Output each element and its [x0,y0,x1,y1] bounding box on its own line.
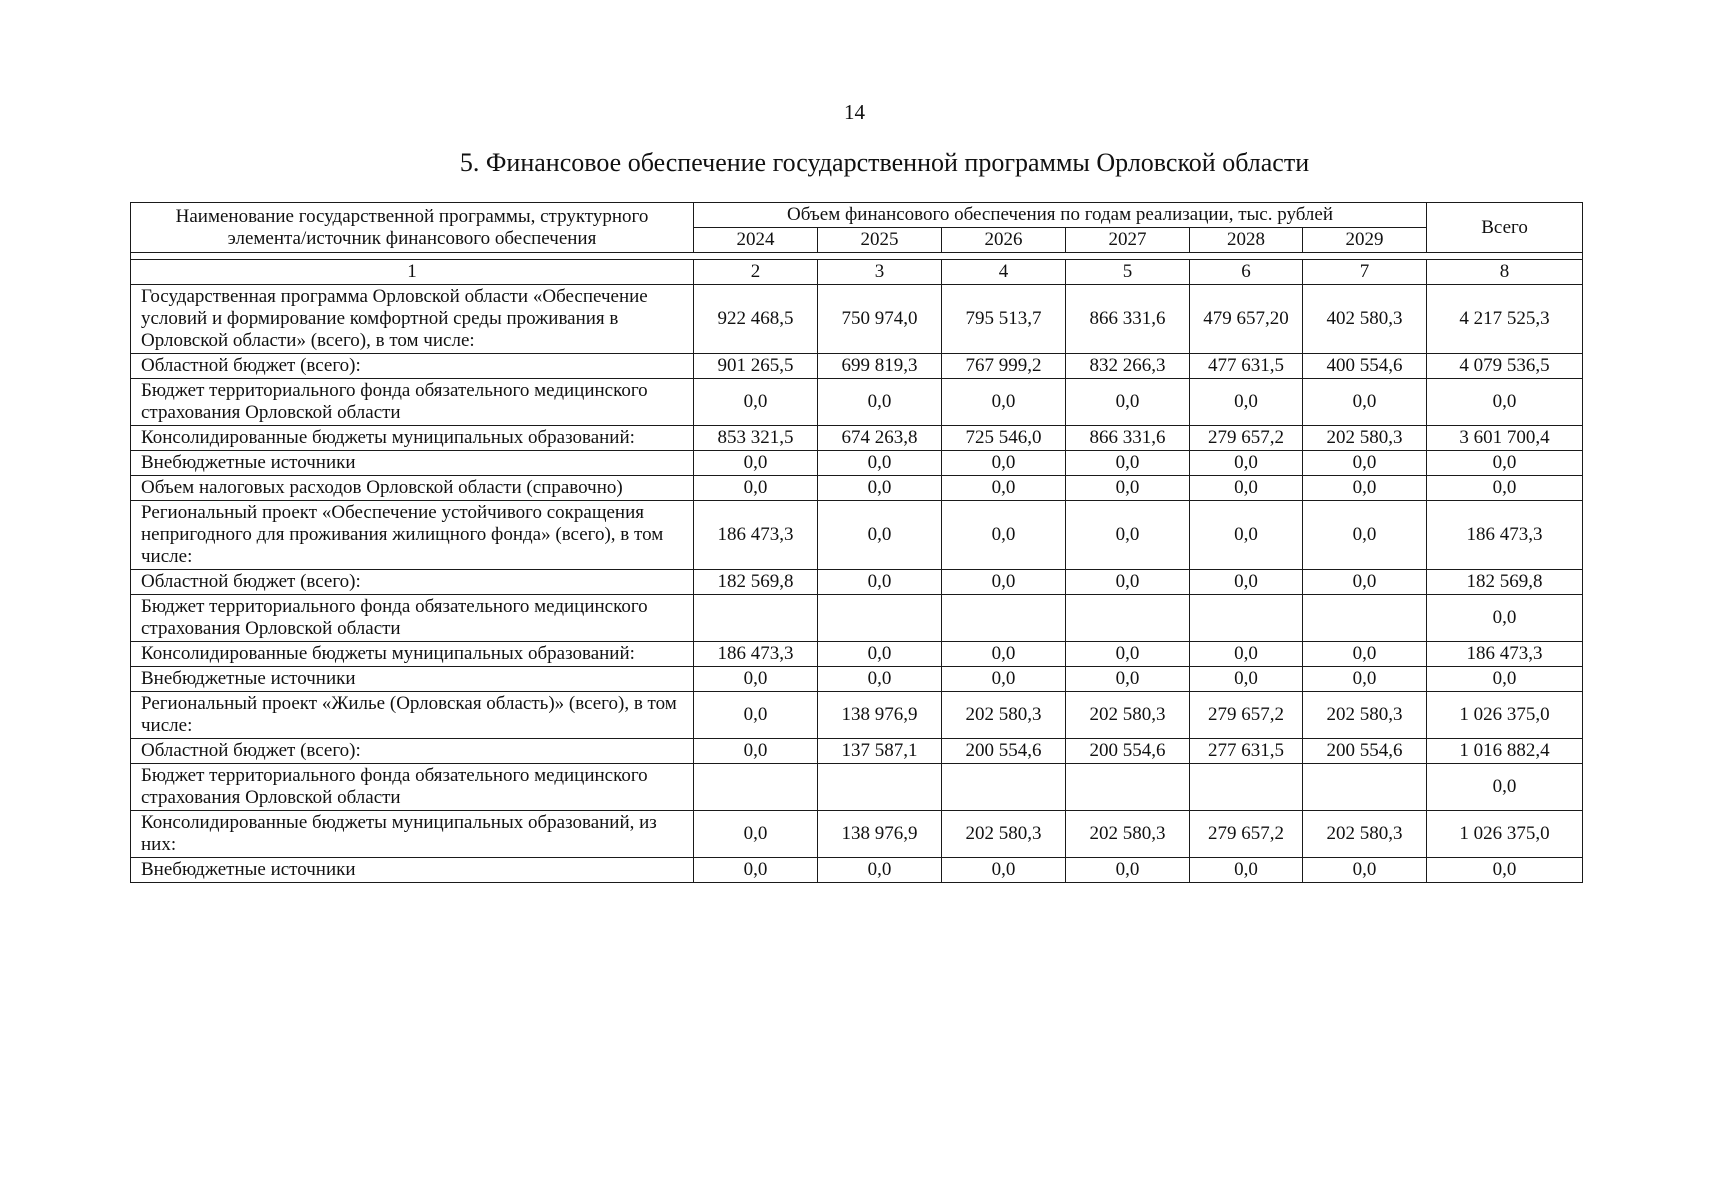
total-cell: 0,0 [1427,858,1583,883]
table-body [131,285,1583,883]
column-number-cell: 2 [694,260,818,285]
value-cell: 200 554,6 [1303,739,1427,764]
value-cell: 0,0 [694,739,818,764]
value-cell: 853 321,5 [694,426,818,451]
value-cell [942,595,1066,642]
financing-table [130,202,1583,883]
row-name-cell: Консолидированные бюджеты муниципальных образований: [131,642,694,667]
value-cell: 0,0 [1303,501,1427,570]
table-row [131,379,1583,426]
value-cell: 0,0 [818,570,942,595]
table-row [131,426,1583,451]
value-cell: 0,0 [1303,858,1427,883]
value-cell: 0,0 [1066,642,1190,667]
value-cell: 0,0 [942,451,1066,476]
value-cell: 0,0 [1066,379,1190,426]
value-cell: 202 580,3 [1303,426,1427,451]
value-cell: 186 473,3 [694,501,818,570]
row-name-cell: Областной бюджет (всего): [131,570,694,595]
total-cell: 186 473,3 [1427,642,1583,667]
value-cell: 0,0 [1190,379,1303,426]
value-cell: 0,0 [942,642,1066,667]
value-cell: 901 265,5 [694,354,818,379]
total-cell: 3 601 700,4 [1427,426,1583,451]
total-cell: 4 079 536,5 [1427,354,1583,379]
column-number-cell: 4 [942,260,1066,285]
value-cell: 0,0 [694,858,818,883]
value-cell: 0,0 [1303,570,1427,595]
value-cell: 866 331,6 [1066,426,1190,451]
value-cell: 202 580,3 [1066,811,1190,858]
total-cell: 1 026 375,0 [1427,692,1583,739]
value-cell: 0,0 [1303,476,1427,501]
row-name-cell: Бюджет территориального фонда обязательного медицинского страхования Орловской области [131,379,694,426]
value-cell: 0,0 [1066,858,1190,883]
value-cell: 202 580,3 [1303,811,1427,858]
column-number-cell: 5 [1066,260,1190,285]
total-cell: 182 569,8 [1427,570,1583,595]
value-cell: 0,0 [1190,667,1303,692]
value-cell: 0,0 [818,858,942,883]
table-row [131,595,1583,642]
value-cell: 725 546,0 [942,426,1066,451]
value-cell: 0,0 [942,379,1066,426]
table-row [131,476,1583,501]
value-cell: 0,0 [818,476,942,501]
value-cell: 0,0 [1066,451,1190,476]
total-cell: 1 016 882,4 [1427,739,1583,764]
value-cell: 279 657,2 [1190,811,1303,858]
value-cell [818,595,942,642]
value-cell [1066,764,1190,811]
value-cell: 202 580,3 [1303,692,1427,739]
value-cell [1303,595,1427,642]
value-cell: 0,0 [694,692,818,739]
total-cell: 0,0 [1427,595,1583,642]
value-cell: 0,0 [1190,858,1303,883]
value-cell: 0,0 [1066,501,1190,570]
row-name-cell: Региональный проект «Обеспечение устойчивого сокращения непригодного для проживания жилищного фонда» (всего), в том числе: [131,501,694,570]
value-cell: 699 819,3 [818,354,942,379]
table-row [131,739,1583,764]
table-row [131,501,1583,570]
table-row [131,285,1583,354]
row-name-cell: Бюджет территориального фонда обязательного медицинского страхования Орловской области [131,595,694,642]
value-cell: 0,0 [818,501,942,570]
table-row [131,642,1583,667]
value-cell: 767 999,2 [942,354,1066,379]
value-cell: 138 976,9 [818,811,942,858]
value-cell: 402 580,3 [1303,285,1427,354]
value-cell [818,764,942,811]
value-cell: 202 580,3 [1066,692,1190,739]
total-cell: 0,0 [1427,667,1583,692]
value-cell: 186 473,3 [694,642,818,667]
column-number-cell: 1 [131,260,694,285]
value-cell: 0,0 [818,642,942,667]
value-cell: 0,0 [1190,476,1303,501]
year-cell: 2024 [694,228,818,253]
table-row [131,811,1583,858]
value-cell: 0,0 [1303,642,1427,667]
value-cell: 200 554,6 [942,739,1066,764]
row-name-cell: Региональный проект «Жилье (Орловская область)» (всего), в том числе: [131,692,694,739]
year-cell: 2027 [1066,228,1190,253]
value-cell: 0,0 [1303,451,1427,476]
value-cell: 0,0 [1190,570,1303,595]
value-cell: 400 554,6 [1303,354,1427,379]
table-row [131,692,1583,739]
header-volume-cell: Объем финансового обеспечения по годам реализации, тыс. рублей [694,203,1427,228]
value-cell [1066,595,1190,642]
value-cell [694,764,818,811]
table-row [131,570,1583,595]
value-cell: 137 587,1 [818,739,942,764]
value-cell: 866 331,6 [1066,285,1190,354]
row-name-cell: Объем налоговых расходов Орловской области (справочно) [131,476,694,501]
row-name-cell: Государственная программа Орловской области «Обеспечение условий и формирование комфортной среды проживания в Орловской области» (всего), в том числе: [131,285,694,354]
header-spacer [131,253,1583,260]
value-cell: 200 554,6 [1066,739,1190,764]
value-cell: 750 974,0 [818,285,942,354]
column-numbers-row [131,260,1583,285]
value-cell: 477 631,5 [1190,354,1303,379]
value-cell: 922 468,5 [694,285,818,354]
total-cell: 0,0 [1427,379,1583,426]
value-cell [1190,764,1303,811]
row-name-cell: Областной бюджет (всего): [131,354,694,379]
year-cell: 2026 [942,228,1066,253]
row-name-cell: Внебюджетные источники [131,858,694,883]
value-cell: 0,0 [694,379,818,426]
column-number-cell: 6 [1190,260,1303,285]
value-cell: 0,0 [694,476,818,501]
spacer-cell [131,253,1583,260]
row-name-cell: Бюджет территориального фонда обязательного медицинского страхования Орловской области [131,764,694,811]
value-cell: 0,0 [694,451,818,476]
page-number: 14 [844,100,865,124]
table-row [131,354,1583,379]
table-row [131,667,1583,692]
year-cell: 2028 [1190,228,1303,253]
value-cell: 0,0 [694,667,818,692]
row-name-cell: Внебюджетные источники [131,451,694,476]
value-cell [1303,764,1427,811]
total-cell: 0,0 [1427,764,1583,811]
value-cell: 0,0 [942,667,1066,692]
value-cell: 0,0 [1066,570,1190,595]
column-number-cell: 3 [818,260,942,285]
column-number-cell: 8 [1427,260,1583,285]
column-number-cell: 7 [1303,260,1427,285]
value-cell: 0,0 [818,667,942,692]
value-cell: 0,0 [942,570,1066,595]
value-cell: 138 976,9 [818,692,942,739]
value-cell: 0,0 [942,501,1066,570]
value-cell: 0,0 [1190,501,1303,570]
value-cell [1190,595,1303,642]
row-name-cell: Областной бюджет (всего): [131,739,694,764]
value-cell: 0,0 [694,811,818,858]
row-name-cell: Консолидированные бюджеты муниципальных образований: [131,426,694,451]
value-cell: 795 513,7 [942,285,1066,354]
table-row [131,451,1583,476]
value-cell: 674 263,8 [818,426,942,451]
total-cell: 4 217 525,3 [1427,285,1583,354]
value-cell: 0,0 [1066,667,1190,692]
total-cell: 1 026 375,0 [1427,811,1583,858]
row-name-cell: Консолидированные бюджеты муниципальных образований, из них: [131,811,694,858]
value-cell: 0,0 [1303,667,1427,692]
value-cell: 0,0 [1190,451,1303,476]
value-cell: 0,0 [942,476,1066,501]
value-cell: 0,0 [1066,476,1190,501]
total-cell: 0,0 [1427,451,1583,476]
value-cell: 0,0 [818,379,942,426]
value-cell: 182 569,8 [694,570,818,595]
value-cell: 0,0 [1190,642,1303,667]
row-name-cell: Внебюджетные источники [131,667,694,692]
table-row [131,858,1583,883]
total-cell: 0,0 [1427,476,1583,501]
year-cell: 2029 [1303,228,1427,253]
value-cell: 832 266,3 [1066,354,1190,379]
page-title: 5. Финансовое обеспечение государственной программы Орловской области [459,148,1310,177]
value-cell: 202 580,3 [942,811,1066,858]
value-cell: 0,0 [942,858,1066,883]
value-cell: 279 657,2 [1190,426,1303,451]
value-cell [942,764,1066,811]
header-name-cell: Наименование государственной программы, структурного элемента/источник финансового обеспечения [131,203,694,253]
value-cell: 0,0 [1303,379,1427,426]
value-cell: 279 657,2 [1190,692,1303,739]
year-cell: 2025 [818,228,942,253]
value-cell: 0,0 [818,451,942,476]
table-row [131,764,1583,811]
value-cell: 277 631,5 [1190,739,1303,764]
total-cell: 186 473,3 [1427,501,1583,570]
value-cell: 479 657,20 [1190,285,1303,354]
header-total-cell: Всего [1427,203,1583,253]
value-cell: 202 580,3 [942,692,1066,739]
header-row [131,203,1583,228]
value-cell [694,595,818,642]
